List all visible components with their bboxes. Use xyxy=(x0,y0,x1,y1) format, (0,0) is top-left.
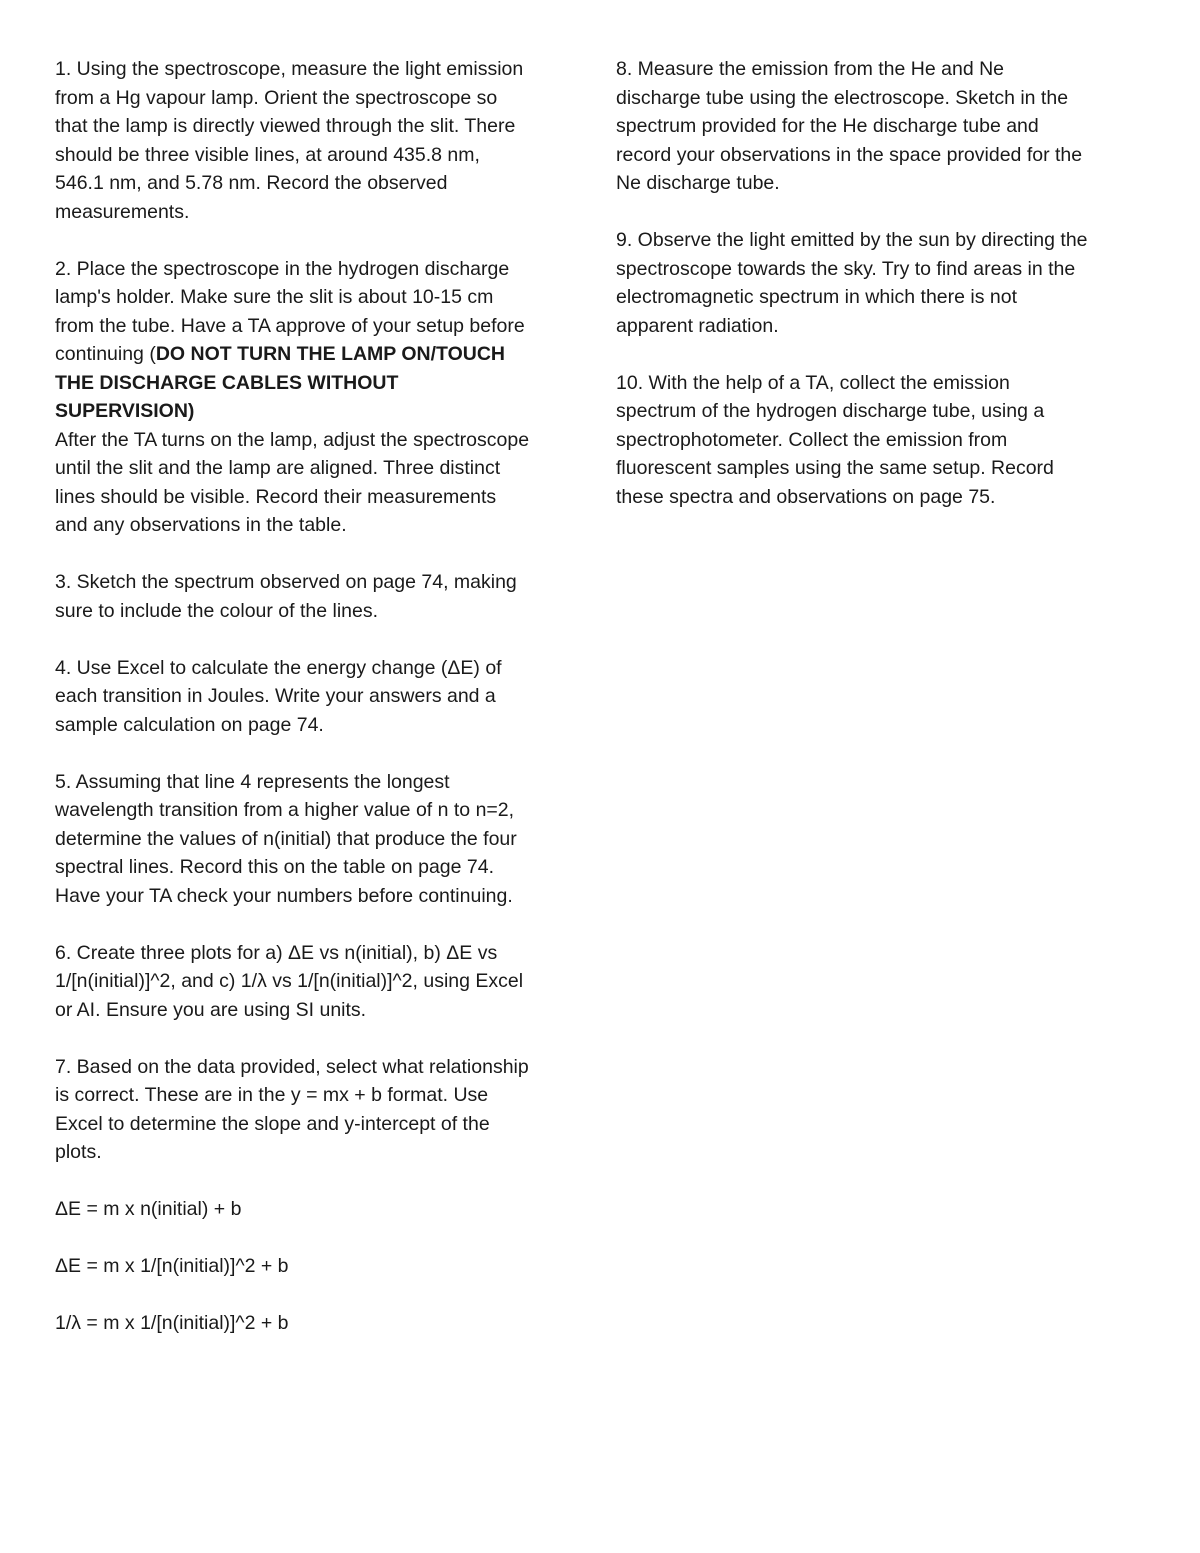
text-line: 4. Use Excel to calculate the energy change (ΔE) of xyxy=(55,656,502,679)
text-line: 5. Assuming that line 4 represents the longest xyxy=(55,770,450,793)
text-line: 9. Observe the light emitted by the sun by directing the xyxy=(616,229,1088,251)
text-line: lamp's holder. Make sure the slit is about 10-15 cm xyxy=(55,286,494,308)
right-column xyxy=(616,55,1146,540)
warning-text: SUPERVISION) xyxy=(55,400,195,422)
text-line: sure to include the colour of the lines. xyxy=(55,599,379,622)
step-2-paragraph xyxy=(55,255,590,540)
text-line: After the TA turns on the lamp, adjust the spectroscope xyxy=(55,428,530,451)
text-line: electromagnetic spectrum in which there is not xyxy=(616,286,1018,308)
text-line: 7. Based on the data provided, select what relationship xyxy=(55,1055,529,1078)
text-line: these spectra and observations on page 75. xyxy=(616,485,996,508)
text-line: discharge tube using the electroscope. Sketch in the xyxy=(616,86,1069,109)
text-line: should be three visible lines, at around 435.8 nm, xyxy=(55,143,480,166)
text-line: 1. Using the spectroscope, measure the light emission xyxy=(55,58,524,80)
step-3-paragraph xyxy=(55,568,590,625)
text-line: Excel to determine the slope and y-intercept of the xyxy=(55,1112,490,1135)
left-column xyxy=(55,55,590,1366)
step-9-paragraph xyxy=(616,226,1146,340)
text-line: or AI. Ensure you are using SI units. xyxy=(55,998,367,1021)
text-line: apparent radiation. xyxy=(616,314,779,337)
text-line: spectrum provided for the He discharge tube and xyxy=(616,115,1039,137)
text-line: Ne discharge tube. xyxy=(616,172,780,194)
text-line: from the tube. Have a TA approve of your setup before xyxy=(55,314,525,337)
text-line: each transition in Joules. Write your answers and a xyxy=(55,685,496,707)
text-line: 2. Place the spectroscope in the hydrogen discharge xyxy=(55,257,510,280)
text-line: fluorescent samples using the same setup. Record xyxy=(616,457,1054,479)
text-line: record your observations in the space provided for the xyxy=(616,143,1083,166)
equation-2: ΔE = m x 1/[n(initial)]^2 + b xyxy=(55,1255,289,1277)
text-line: lines should be visible. Record their measurements xyxy=(55,485,497,508)
text-line: determine the values of n(initial) that produce the four xyxy=(55,827,517,850)
step-7-paragraph xyxy=(55,1053,590,1167)
step-6-paragraph xyxy=(55,939,590,1025)
text-line: sample calculation on page 74. xyxy=(55,713,324,736)
text-line: from a Hg vapour lamp. Orient the spectroscope so xyxy=(55,86,498,109)
text-line xyxy=(55,340,590,369)
text-line: spectroscope towards the sky. Try to find areas in the xyxy=(616,257,1076,280)
text-line: measurements. xyxy=(55,200,190,223)
text-line: is correct. These are in the y = mx + b format. Use xyxy=(55,1084,489,1106)
step-5-paragraph xyxy=(55,768,590,911)
text-line: until the slit and the lamp are aligned. Three distinct xyxy=(55,457,501,479)
text-line: 1/[n(initial)]^2, and c) 1/λ vs 1/[n(initial)]^2, using Excel xyxy=(55,970,524,992)
equation-3: 1/λ = m x 1/[n(initial)]^2 + b xyxy=(55,1312,289,1334)
equation-1: ΔE = m x n(initial) + b xyxy=(55,1198,242,1220)
text-line: spectral lines. Record this on the table on page 74. xyxy=(55,856,495,878)
step-10-paragraph xyxy=(616,369,1146,512)
text-line: Have your TA check your numbers before continuing. xyxy=(55,884,513,907)
text-line: spectrum of the hydrogen discharge tube, using a xyxy=(616,400,1045,422)
text-line: 546.1 nm, and 5.78 nm. Record the observed xyxy=(55,172,448,194)
text-line: 8. Measure the emission from the He and Ne xyxy=(616,58,1005,80)
warning-text: DO NOT TURN THE LAMP ON/TOUCH xyxy=(155,343,506,365)
continuing-prefix: continuing ( xyxy=(55,343,156,365)
step-1-paragraph xyxy=(55,55,590,226)
text-line: wavelength transition from a higher value of n to n=2, xyxy=(55,799,515,821)
text-line: 6. Create three plots for a) ΔE vs n(initial), b) ΔE vs xyxy=(55,941,498,964)
step-4-paragraph xyxy=(55,654,590,740)
text-line: 3. Sketch the spectrum observed on page 74, making xyxy=(55,571,517,593)
warning-text: THE DISCHARGE CABLES WITHOUT xyxy=(55,371,399,394)
text-line: plots. xyxy=(55,1141,102,1163)
text-line: and any observations in the table. xyxy=(55,514,347,536)
text-line: spectrophotometer. Collect the emission from xyxy=(616,428,1008,451)
step-8-paragraph xyxy=(616,55,1146,198)
text-line: 10. With the help of a TA, collect the emission xyxy=(616,371,1010,394)
text-line: that the lamp is directly viewed through the slit. There xyxy=(55,115,516,137)
